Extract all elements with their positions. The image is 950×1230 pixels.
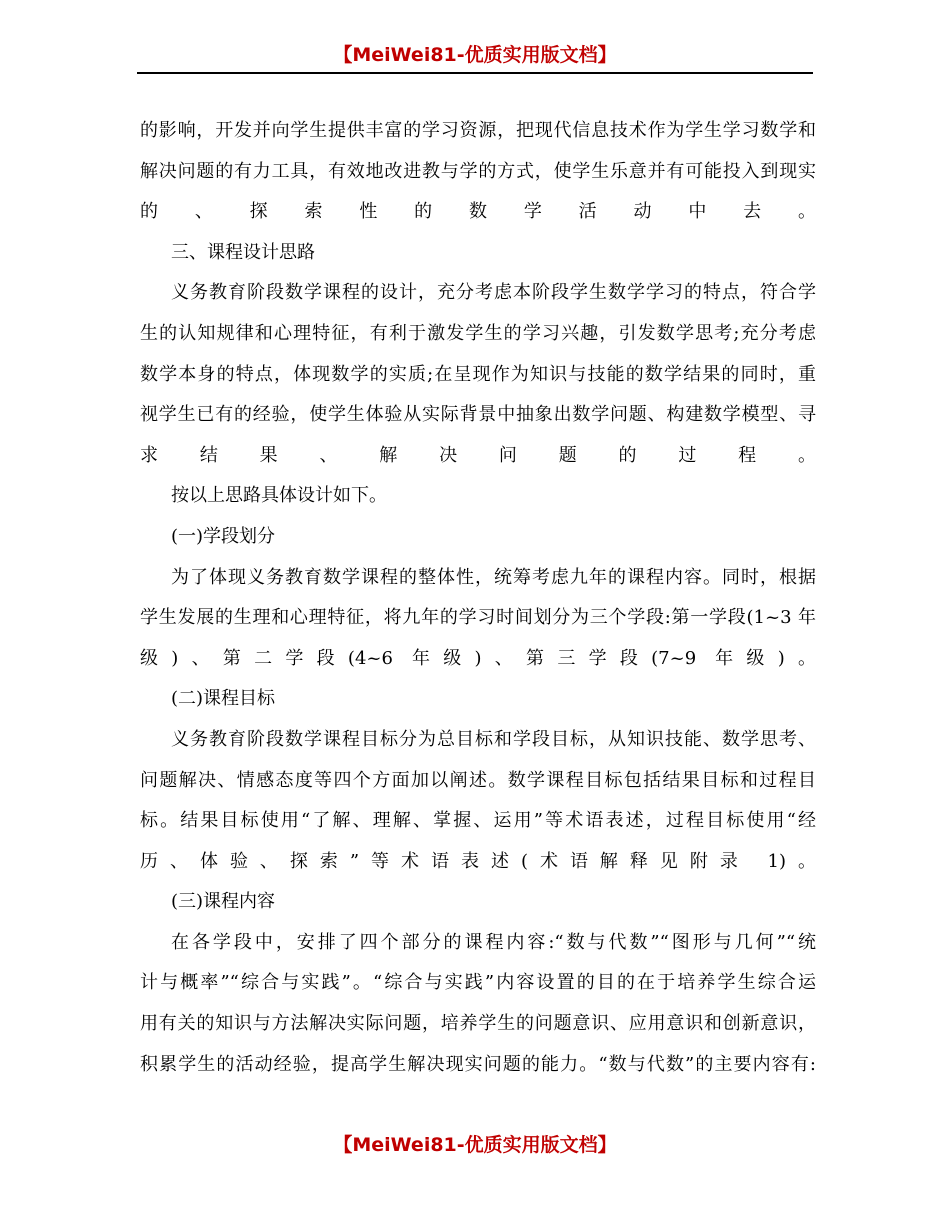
subsection-heading: (三)课程内容	[171, 891, 276, 913]
paragraph	[140, 923, 816, 1085]
text-line: 生的认知规律和心理特征，有利于激发学生的学习兴趣，引发数学思考;充分考虑	[140, 322, 816, 344]
header-divider	[137, 72, 813, 74]
text-line: 积累学生的活动经验，提高学生解决现实问题的能力。“数与代数”的主要内容有:	[140, 1053, 816, 1075]
header-title: 【MeiWei81-优质实用版文档】	[333, 44, 617, 66]
text-line: 标。结果目标使用“了解、理解、掌握、运用”等术语表述，过程目标使用“经	[140, 810, 816, 832]
text-line: 求结果、解决问题的过程。	[140, 444, 816, 466]
paragraph	[140, 558, 816, 680]
paragraph	[140, 720, 816, 882]
text-line: 数学本身的特点，体现数学的实质;在呈现作为知识与技能的数学结果的同时，重	[140, 363, 816, 385]
text-line: 学生发展的生理和心理特征，将九年的学习时间划分为三个学段:第一学段(1~3 年	[140, 607, 816, 629]
section-heading: 三、课程设计思路	[171, 241, 315, 263]
subsection-heading: (一)学段划分	[171, 525, 276, 547]
document-body	[140, 111, 816, 1085]
text-line: 的、探索性的数学活动中去。	[140, 201, 816, 223]
text-line: 历、体验、探索”等术语表述(术语解释见附录 1)。	[140, 850, 816, 872]
text-line: 级)、第二学段(4~6 年级)、第三学段(7~9 年级)。	[140, 647, 816, 669]
paragraph: 按以上思路具体设计如下。	[171, 485, 387, 507]
text-line: 问题解决、情感态度等四个方面加以阐述。数学课程目标包括结果目标和过程目	[140, 769, 816, 791]
text-line: 义务教育阶段数学课程目标分为总目标和学段目标，从知识技能、数学思考、	[171, 728, 816, 750]
paragraph	[140, 273, 816, 476]
subsection-heading: (二)课程目标	[171, 688, 276, 710]
text-line: 计与概率”“综合与实践”。“综合与实践”内容设置的目的在于培养学生综合运	[140, 972, 816, 994]
text-line: 义务教育阶段数学课程的设计，充分考虑本阶段学生数学学习的特点，符合学	[171, 282, 816, 304]
text-line: 用有关的知识与方法解决实际问题，培养学生的问题意识、应用意识和创新意识，	[140, 1013, 816, 1035]
text-line: 解决问题的有力工具，有效地改进教与学的方式，使学生乐意并有可能投入到现实	[140, 160, 816, 182]
text-line: 在各学段中，安排了四个部分的课程内容:“数与代数”“图形与几何”“统	[171, 931, 816, 953]
text-line: 的影响，开发并向学生提供丰富的学习资源，把现代信息技术作为学生学习数学和	[140, 120, 816, 141]
footer-title: 【MeiWei81-优质实用版文档】	[333, 1134, 617, 1156]
text-line: 视学生已有的经验，使学生体验从实际背景中抽象出数学问题、构建数学模型、寻	[140, 404, 816, 426]
paragraph	[140, 111, 816, 233]
text-line: 为了体现义务教育数学课程的整体性，统筹考虑九年的课程内容。同时，根据	[171, 566, 816, 588]
